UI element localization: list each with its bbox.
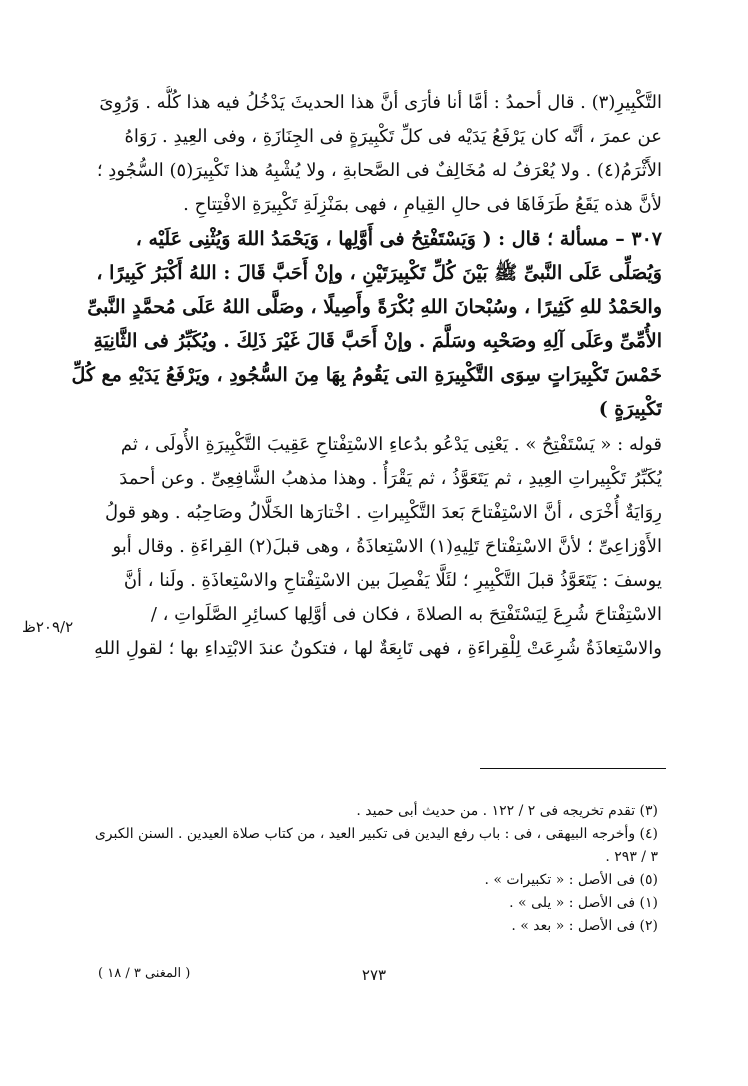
page-number: ٢٧٣ bbox=[361, 966, 387, 984]
text-line: يوسفَ : يَتَعَوَّذُ قبلَ التَّكْبِيرِ ؛ لئَلَّا يَفْصِلَ بين الاسْتِفْتاحِ والاسْتِعاذَةِ . ولَنا ، أنَّ bbox=[123, 570, 662, 591]
margin-manuscript-ref: ٢٠٩/٢ظ bbox=[22, 618, 74, 636]
footnote: (١) فى الأصل : « يلى » . bbox=[509, 895, 658, 911]
text-line: الاسْتِفْتاحَ شُرِعَ لِيَسْتَفْتِحَ به الصلاةَ ، فكان فى أوَّلِها كسائِرِ الصَّلَواتِ ، / bbox=[150, 604, 662, 625]
paragraph-intro bbox=[42, 86, 662, 222]
text-line: خَمْسَ تَكْبِيرَاتٍ سِوَى التَّكْبِيرَةِ التى يَقُومُ بِهَا مِنَ السُّجُودِ ، ويَرْفَعُ يَدَيْهِ مع كُلِّ bbox=[71, 364, 662, 386]
text-line: التَّكْبِيرِ(٣) . قال أحمدُ : أمَّا أنا فأرَى أنَّ هذا الحديثَ يَدْخُلُ فيه هذا كُلُّه . وَرُوِىَ bbox=[99, 92, 662, 113]
footnote: (٤) وأخرجه البيهقى ، فى : باب رفع اليدين فى تكبير العيد ، من كتاب صلاة العيدين . السنن الكبرى bbox=[94, 826, 658, 842]
text-line: الأَوْزاعِىِّ ؛ لأنَّ الاسْتِفْتاحَ تَلِيهِ(١) الاسْتِعاذَةُ ، وهى قبلَ(٢) القِراءَةِ . وقال أبو bbox=[112, 536, 662, 557]
text-line: والاسْتِعاذَةُ شُرِعَتْ لِلْقِراءَةِ ، فهى تَابِعَةٌ لها ، فتكونُ عندَ الابْتِداءِ بها ؛ لقولِ اللهِ bbox=[94, 638, 662, 659]
footnote: (٢) فى الأصل : « بعد » . bbox=[511, 918, 658, 934]
volume-reference: ( المغنى ٣ / ١٨ ) bbox=[98, 966, 191, 981]
text-line: الأُمِّىِّ وعَلَى آلِهِ وصَحْبِه وسَلَّمَ . وإنْ أَحَبَّ قَالَ غَيْرَ ذَلِكَ . ويُكَبِّرُ فى الثَّانِيَةِ bbox=[93, 330, 662, 352]
text-line: ٣٠٧ – مسألة ؛ قال : ( وَيَسْتَفْتِحُ فى أَوَّلِها ، وَيَحْمَدُ اللهَ وَيُثْنِى عَلَيْه ، bbox=[135, 228, 662, 250]
text-line: والحَمْدُ للهِ كَثِيرًا ، وسُبْحانَ اللهِ بُكْرَةً وأَصِيلًا ، وصَلَّى اللهُ عَلَى مُحمَّدٍ النَّبىِّ bbox=[87, 296, 662, 318]
text-line: لأنَّ هذه يَقَعُ طَرَفَاهَا فى حالِ القِيامِ ، فهى بمَنْزِلَةِ تَكْبِيرَةِ الافْتِتاحِ . bbox=[183, 194, 662, 215]
footnote: (٥) فى الأصل : « تكبيرات » . bbox=[484, 872, 658, 888]
text-line: الأَثْرَمُ(٤) . ولا يُعْرَفُ له مُخَالِفٌ فى الصَّحابةِ ، ولا يُشْبِهُ هذا تَكْبِيرَ(٥) السُّجُودِ ؛ bbox=[96, 160, 662, 181]
text-line: يُكَبِّرُ تَكْبِيراتِ العِيدِ ، ثم يَتَعَوَّذُ ، ثم يَقْرَأُ . وهذا مذهبُ الشَّافِعِىِّ . وعن أحمدَ bbox=[119, 468, 662, 489]
text-line: عن عمرَ ، أنَّه كان يَرْفَعُ يَدَيْه فى كلِّ تَكْبِيرَةٍ فى الجِنَازَةِ ، وفى العِيدِ . رَوَاهُ bbox=[124, 126, 662, 147]
footnote: ٣ / ٢٩٣ . bbox=[605, 849, 658, 865]
text-line: تَكْبِيرَةٍ ) bbox=[598, 398, 662, 420]
footnote: (٣) تقدم تخريجه فى ٢ / ١٢٢ . من حديث أبى حميد . bbox=[356, 803, 658, 819]
text-line: رِوَايَةٌ أُخْرَى ، أنَّ الاسْتِفْتاحَ بَعدَ التَّكْبِيراتِ . اخْتارَها الخَلَّالُ وصَاحِبُه . وهو قولُ bbox=[105, 502, 662, 523]
text-line: قوله : « يَسْتَفْتِحُ » . يَعْنِى يَدْعُو بدُعاءِ الاسْتِفْتاحِ عَقِيبَ التَّكْبِيرَةِ الأُولَى ، ثم bbox=[120, 434, 662, 455]
paragraph-commentary bbox=[42, 428, 662, 666]
paragraph-masala-307 bbox=[42, 222, 662, 426]
footnote-divider bbox=[480, 768, 666, 769]
text-line: وَيُصَلِّى عَلَى النَّبىِّ ﷺ بَيْنَ كُلِّ تَكْبِيرَتَيْنِ ، وإنْ أَحَبَّ قَالَ : اللهُ أَكْبَرُ كَبِيرًا ، bbox=[96, 262, 662, 284]
